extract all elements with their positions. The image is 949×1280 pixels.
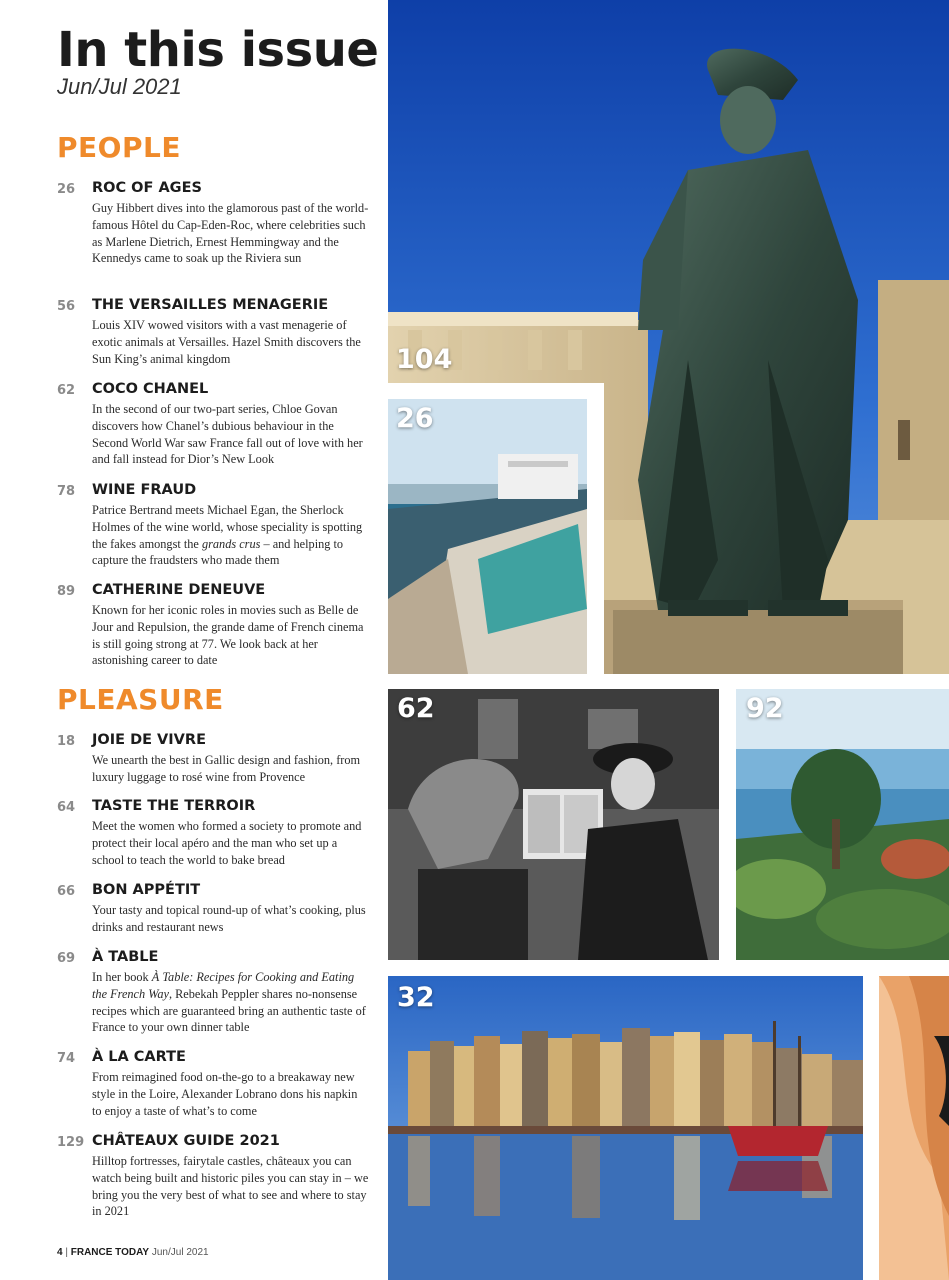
entry-description: From reimagined food on-the-go to a breakaway new style in the Loire, Alexander Lobrano dons his napkin to enjoy a taste of what’s to come	[92, 1070, 358, 1118]
photo-page-label: 62	[397, 693, 435, 724]
section-title-people: PEOPLE	[57, 131, 181, 164]
entry-page-number: 26	[57, 182, 76, 197]
entry-description: Known for her iconic roles in movies such as Belle de Jour and Repulsion, the grande dame of French cinema is still going strong at 77. We look back at her astonishing career to date	[92, 603, 364, 668]
garden-image	[736, 689, 949, 960]
entry-title: ROC OF AGES	[92, 180, 202, 196]
entry-description	[92, 502, 369, 569]
entry-page-number: 129	[57, 1135, 85, 1150]
issue-date: Jun/Jul 2021	[57, 74, 182, 99]
entry-title: THE VERSAILLES MENAGERIE	[92, 297, 329, 313]
entry-description	[92, 969, 369, 1036]
footer-page-number: 4	[57, 1247, 63, 1258]
photo-chanel[interactable]	[388, 689, 719, 960]
entry-title: CHÂTEAUX GUIDE 2021	[92, 1133, 280, 1149]
photo-garden[interactable]	[736, 689, 949, 960]
entry-page-number: 56	[57, 299, 76, 314]
footer-separator: |	[65, 1247, 68, 1258]
photo-page-label: 32	[397, 982, 435, 1013]
section-title-pleasure: PLEASURE	[57, 683, 224, 716]
desc-italic: À Table: Recipes for Cooking and Eating the French Way	[92, 970, 355, 1001]
contents-column	[0, 0, 388, 1280]
entry-title: BON APPÉTIT	[92, 882, 201, 898]
desc-text: In her book	[92, 970, 152, 984]
photo-page-label: 92	[746, 693, 784, 724]
desc-text: – and helping to capture the fraudsters who made them	[92, 536, 344, 568]
entry-page-number: 78	[57, 484, 76, 499]
entry-page-number: 74	[57, 1051, 76, 1066]
desc-text: , Rebekah Peppler shares no-nonsense recipes which are guaranteed bring an authentic taste of France to your own dinner table	[92, 986, 366, 1035]
entry-page-number: 89	[57, 584, 76, 599]
photo-harbour[interactable]	[388, 976, 863, 1280]
entry-title: CATHERINE DENEUVE	[92, 582, 266, 598]
entry-title: WINE FRAUD	[92, 482, 197, 498]
partial-image	[879, 976, 949, 1280]
desc-text: Patrice Bertrand meets Michael Egan, the Sherlock Holmes of the wine world, whose speciality is spotting the fakes amongst the	[92, 503, 363, 551]
chanel-image	[388, 689, 719, 960]
photo-page-label: 26	[396, 403, 434, 434]
entry-description: In the second of our two-part series, Chloe Govan discovers how Chanel’s dubious behaviour in the Second World War saw France fall out of love with her and fall instead for Dior’s New Look	[92, 402, 363, 467]
photo-pool[interactable]	[388, 399, 587, 674]
entry-description: We unearth the best in Gallic design and fashion, from luxury luggage to rosé wine from Provence	[92, 753, 361, 784]
entry-title: À TABLE	[92, 949, 159, 965]
entry-description: Meet the women who formed a society to promote and protect their local apéro and the man who set up a school to teach the world to bake bread	[92, 819, 362, 867]
photo-page-label: 104	[396, 344, 453, 375]
entry-page-number: 69	[57, 951, 76, 966]
footer-issue: Jun/Jul 2021	[151, 1247, 209, 1258]
entry-page-number: 64	[57, 800, 76, 815]
entry-description: Guy Hibbert dives into the glamorous past of the world-famous Hôtel du Cap-Eden-Roc, where celebrities such as Marlene Dietrich, Ernest Hemmingway and the Kennedys came to soak up the Riviera sun	[92, 201, 369, 266]
pool-image	[388, 399, 587, 674]
desc-italic: grands crus	[201, 536, 261, 551]
page-title: In this issue	[57, 22, 379, 78]
harbour-image	[388, 976, 863, 1280]
entry-title: JOIE DE VIVRE	[92, 732, 206, 748]
entry-page-number: 18	[57, 734, 76, 749]
photo-partial[interactable]	[879, 976, 949, 1280]
footer-magazine-name: FRANCE TODAY	[70, 1247, 150, 1258]
entry-description: Hilltop fortresses, fairytale castles, châteaux you can watch being built and historic piles you can stay in – we bring you the very best of what to see and where to stay in 2021	[92, 1154, 369, 1219]
entry-title: TASTE THE TERROIR	[92, 798, 256, 814]
entry-page-number: 62	[57, 383, 76, 398]
page-footer	[57, 1247, 209, 1258]
entry-title: À LA CARTE	[92, 1049, 186, 1065]
entry-description: Louis XIV wowed visitors with a vast menagerie of exotic animals at Versailles. Hazel Smith discovers the Sun King’s animal kingdom	[92, 318, 361, 366]
entry-description: Your tasty and topical round-up of what’s cooking, plus drinks and restaurant news	[92, 903, 366, 934]
entry-title: COCO CHANEL	[92, 381, 209, 397]
entry-page-number: 66	[57, 884, 76, 899]
